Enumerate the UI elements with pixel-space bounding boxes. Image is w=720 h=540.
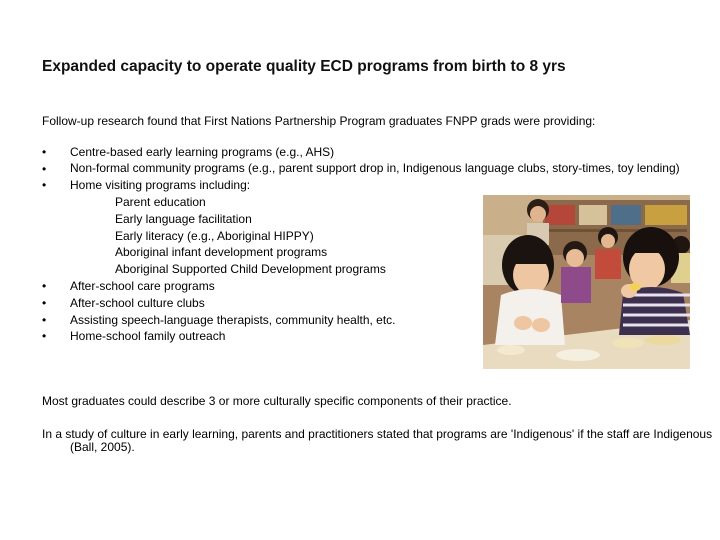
list-item-text: Non-formal community programs (e.g., parent support drop in, Indigenous language clubs, story-times, toy lending) (70, 160, 680, 175)
bullet-icon: • (42, 161, 47, 176)
classroom-photo (483, 195, 690, 369)
bullet-icon: • (42, 295, 47, 310)
citation-paragraph: In a study of culture in early learning, parents and practitioners stated that programs are 'Indigenous' if the staff are Indigenous (Ball, 2005). (42, 427, 713, 455)
sub-list-item: Aboriginal infant development programs (115, 245, 328, 260)
list-item-text: Home-school family outreach (70, 329, 226, 344)
summary-paragraph: Most graduates could describe 3 or more culturally specific components of their practice. (42, 394, 512, 408)
bullet-icon: • (42, 178, 47, 193)
sub-list-item: Early literacy (e.g., Aboriginal HIPPY) (115, 228, 314, 243)
list-item-text: Home visiting programs including: (70, 178, 251, 193)
children-eating-image (483, 195, 690, 369)
bullet-icon: • (42, 279, 47, 294)
list-item (42, 144, 702, 161)
list-item-text: After-school culture clubs (70, 295, 205, 310)
sub-list-item: Parent education (115, 195, 206, 210)
intro-text: Follow-up research found that First Nations Partnership Program graduates FNPP grads were providing: (42, 114, 596, 128)
list-item-text: Assisting speech-language therapists, community health, etc. (70, 312, 396, 327)
list-item-text: Centre-based early learning programs (e.g., AHS) (70, 145, 335, 159)
sub-list-item: Aboriginal Supported Child Development programs (115, 262, 386, 277)
sub-list-item: Early language facilitation (115, 211, 252, 226)
bullet-icon: • (42, 312, 47, 327)
bullet-icon: • (42, 329, 47, 344)
list-item (42, 161, 702, 178)
slide-title: Expanded capacity to operate quality ECD programs from birth to 8 yrs (42, 58, 566, 75)
list-item-text: After-school care programs (70, 279, 215, 294)
bullet-icon: • (42, 145, 47, 159)
